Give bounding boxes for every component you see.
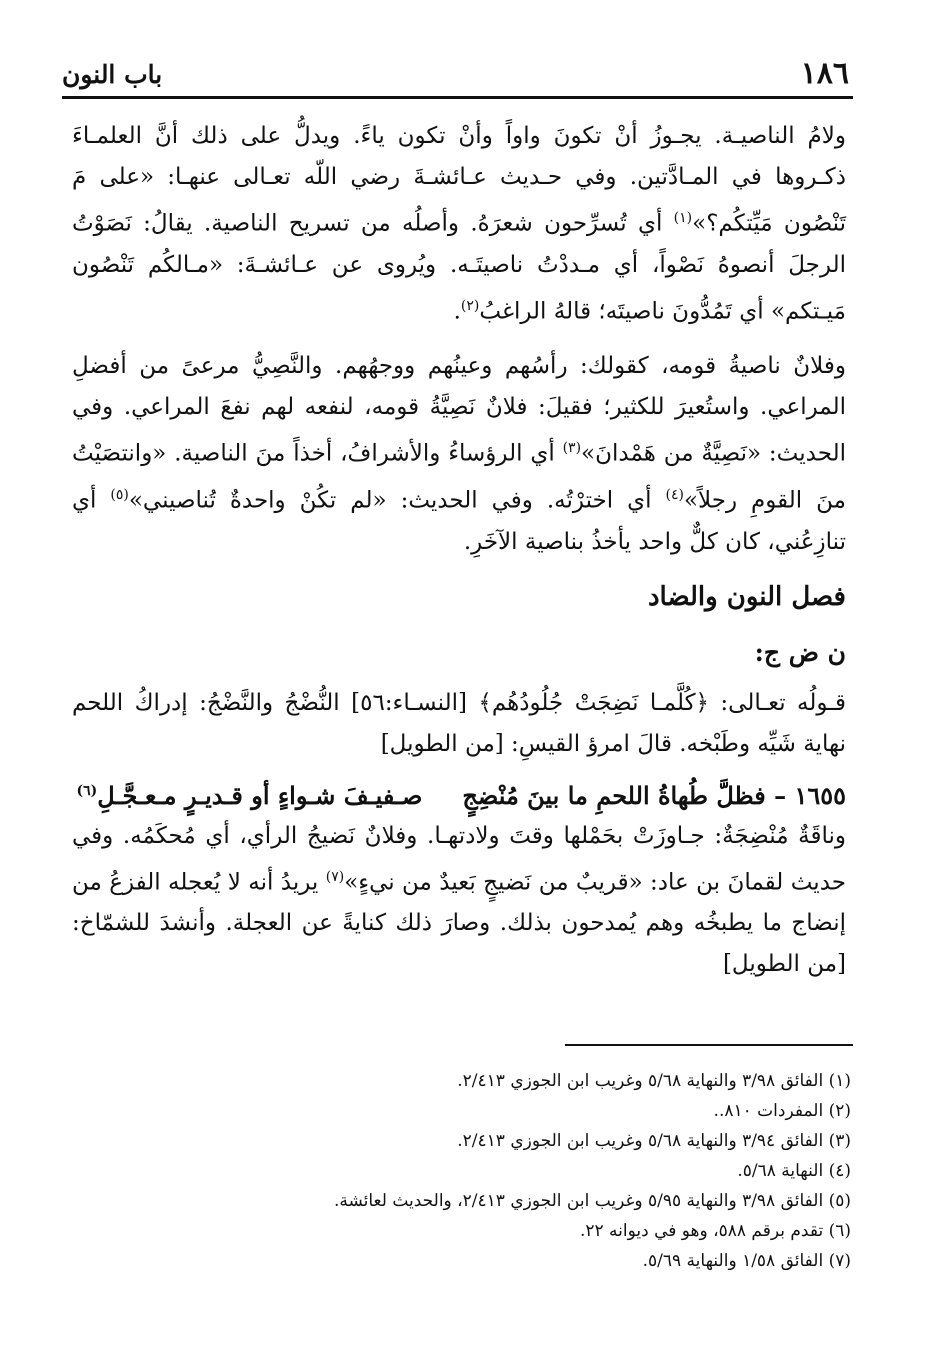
footnote-item: (٤) النهاية ٥/٦٨. [737, 1161, 851, 1181]
page-number: ١٨٦ [800, 56, 849, 91]
header-rule [62, 96, 853, 99]
footnote-ref-3: (٣) [562, 440, 582, 457]
footnote-item: (٢) المفردات ٨١٠.. [713, 1101, 851, 1121]
footnote-ref-2: (٢) [460, 297, 480, 314]
root-heading: ن ض ج: [754, 637, 846, 667]
section-title: فصل النون والضاد [647, 581, 846, 612]
footnote-item: (٦) تقدم برقم ٥٨٨، وهو في ديوانه ٢٢. [579, 1221, 851, 1241]
page-header [62, 56, 849, 94]
footnote-ref-6: (٦) [76, 782, 98, 799]
paragraph-1: ولامُ الناصيـة. يجـوزُ أنْ تكونَ واواً وأنْ تكون ياءً. ويدلُّ على ذلك أنَّ العلمـاءَ ذكـروها في المـادَّتين. وفي حـديث عـائشـةَ رضي اللّه تعـالى عنهـا: «على مَ تَنْصُون مَيِّتكُم؟»$^{(١)}$ أي تُسرِّحون شعرَهُ. وأصلُه من تسريح الناصية. يقالُ: نَصَوْتُ الرجلَ أنصوهُ نَصْواً، أي مـددْتُ ناصيتَـه. ويُروى عن عـائشـةَ: «مـالكُم تَنْصُون مَيـتكم» أي تَمُدُّونَ ناصيتَه؛ قالهُ الراغبُ$^{(٢)}$. [72, 123, 846, 325]
paragraph-2: وفلانٌ ناصيةُ قومه، كقولك: رأسُهم وعينُهم ووجهُهم. والنَّصِيُّ مرعىً من أفضلِ المراعي. واستُعيرَ للكثير؛ فقيلَ: فلانٌ نَصِيَّةُ قومه، لنفعه لهم نفعَ المراعي. وفي الحديث: «نَصِيَّةٌ من هَمْدانَ»$^{(٣)}$ أي الرؤساءُ والأشرافُ، أخذاً منَ الناصية. «وانتصَيْتُ منَ القومِ رجلاً»$^{(٤)}$ أي اخترْتُه. وفي الحديث: «لم تكُنْ واحدةٌ تُناصيني»$^{(٥)}$ أي تنازِعُني، كان كلٌّ واحد يأخذُ بناصية الآخَرِ. [72, 353, 846, 555]
verse-number: ١٦٥٥ [794, 780, 846, 810]
footnote-separator [565, 1044, 853, 1046]
verse-first-hemistich: فظلَّ طُهاةُ اللحمِ ما بينَ مُنْضِجٍ [462, 780, 766, 810]
footnote-item: (٧) الفائق ١/٥٨ والنهاية ٥/٦٩. [642, 1251, 851, 1271]
footnotes [100, 1066, 851, 1276]
poetry-verse: ١٦٥٥ – فظلَّ طُهاةُ اللحمِ ما بينَ مُنْضِجٍصـفيـفَ شـواءٍ أو قـديـرٍ مـعـجَّـلِ$^{(٦)}$ [76, 780, 846, 810]
footnote-ref-1: (١) [673, 210, 693, 226]
verse-second-hemistich: صـفيـفَ شـواءٍ أو قـديـرٍ مـعـجَّـلِ [97, 780, 423, 810]
running-title: باب النون [62, 60, 163, 89]
main-text [72, 116, 846, 999]
footnote-ref-5: (٥) [110, 486, 129, 503]
paragraph-4: وناقَةٌ مُنْضِجَةٌ: جـاوزَتْ بحَمْلها وقتَ ولادتهـا. وفلانٌ نَضيجُ الرأي، أي مُحكَمُه. وفي حديث لقمانَ بن عاد: «قريبٌ من نَضيجٍ بَعيدٌ من نيءٍ»$^{(٧)}$ يريدُ أنه لا يُعجله الفزعُ من إنضاج ما يطبخُه وهم يُمدحون بذلك. وصارَ ذلك كنايةً عن العجلة. وأنشدَ للشمّاخ: [من الطويل] [72, 822, 846, 978]
footnote-item: (١) الفائق ٣/٩٨ والنهاية ٥/٦٨ وغريب ابن الجوزي ٢/٤١٣. [457, 1071, 851, 1091]
footnote-item: (٣) الفائق ٣/٩٤ والنهاية ٥/٦٨ وغريب ابن الجوزي ٢/٤١٣. [457, 1131, 851, 1151]
footnote-ref-7: (٧) [325, 868, 345, 885]
paragraph-3: قـولُه تعـالى: ﴿كُلَّمـا نَضِجَتْ جُلُودُهُم﴾ [النسـاء:٥٦] النُّضْجُ والنَّضْجُ: إدراكُ اللحم نهاية شَيِّه وطَبْخه. قالَ امرؤ القيسِ: [من الطويل] [72, 689, 846, 757]
footnote-item: (٥) الفائق ٣/٩٨ والنهاية ٥/٩٥ وغريب ابن الجوزي ٢/٤١٣، والحديث لعائشة. [333, 1191, 851, 1211]
footnote-ref-4: (٤) [665, 486, 684, 503]
